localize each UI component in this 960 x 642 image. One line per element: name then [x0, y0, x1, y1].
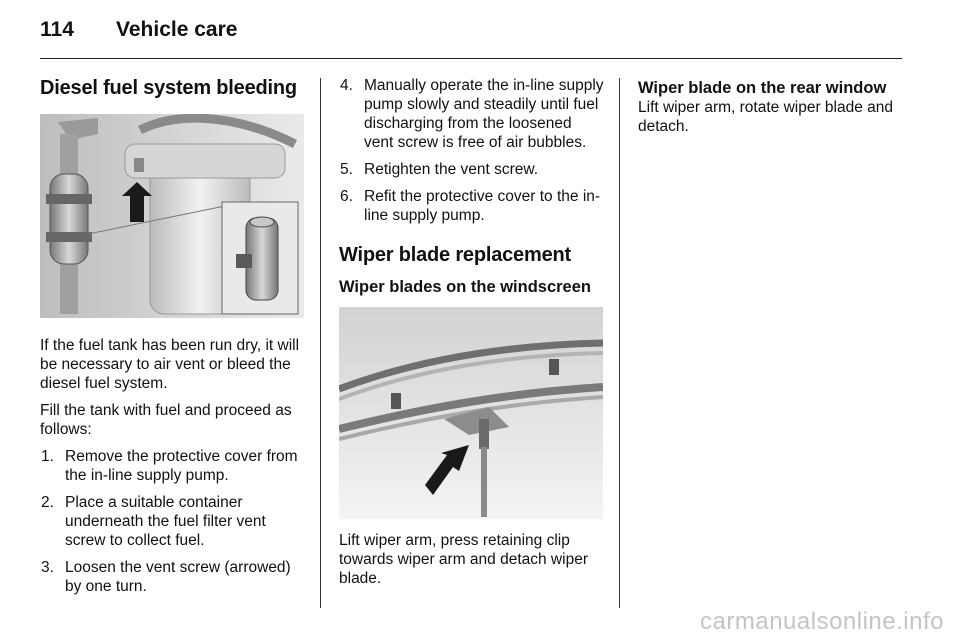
page-number: 114 — [40, 18, 74, 41]
list-item: 2. Place a suitable container underneath the fuel filter vent screw to collect fuel. — [41, 494, 266, 549]
watermark: carmanualsonline.info — [700, 608, 944, 635]
column-1 — [40, 72, 306, 604]
list-item: 1. Remove the protective cover from the in-line supply pump. — [41, 448, 298, 484]
bleeding-steps-list — [40, 447, 306, 596]
heading-diesel-bleeding: Diesel fuel system bleeding — [40, 77, 297, 99]
fuel-filter-illustration — [40, 114, 304, 318]
page-header — [40, 18, 902, 48]
column-divider-2 — [619, 78, 620, 608]
subheading-rear-window: Wiper blade on the rear window — [638, 79, 887, 97]
column-3 — [638, 72, 904, 144]
section-title: Vehicle care — [116, 18, 238, 41]
subheading-windscreen: Wiper blades on the windscreen — [339, 278, 591, 296]
instruction-paragraph: Fill the tank with fuel and proceed as follows: — [40, 402, 292, 438]
heading-wiper-replacement: Wiper blade replacement — [339, 244, 571, 266]
windscreen-caption: Lift wiper arm, press retaining clip towards wiper arm and detach wiper blade. — [339, 532, 588, 587]
list-item: 5. Retighten the vent screw. — [340, 161, 539, 178]
column-2 — [339, 72, 605, 596]
list-item: 4. Manually operate the in-line supply pump slowly and steadily until fuel discharging from the loosened vent screw is free of air bubbles. — [340, 77, 604, 151]
list-item: 3. Loosen the vent screw (arrowed) by one turn. — [41, 559, 291, 595]
bleeding-steps-continued — [339, 76, 605, 225]
rear-window-text: Lift wiper arm, rotate wiper blade and detach. — [638, 99, 894, 135]
intro-paragraph: If the fuel tank has been run dry, it will be necessary to air vent or bleed the diesel fuel system. — [40, 337, 300, 392]
header-divider — [40, 58, 902, 59]
windscreen-wiper-illustration — [339, 307, 603, 519]
list-item: 6. Refit the protective cover to the in-line supply pump. — [340, 188, 601, 224]
column-divider-1 — [320, 78, 321, 608]
